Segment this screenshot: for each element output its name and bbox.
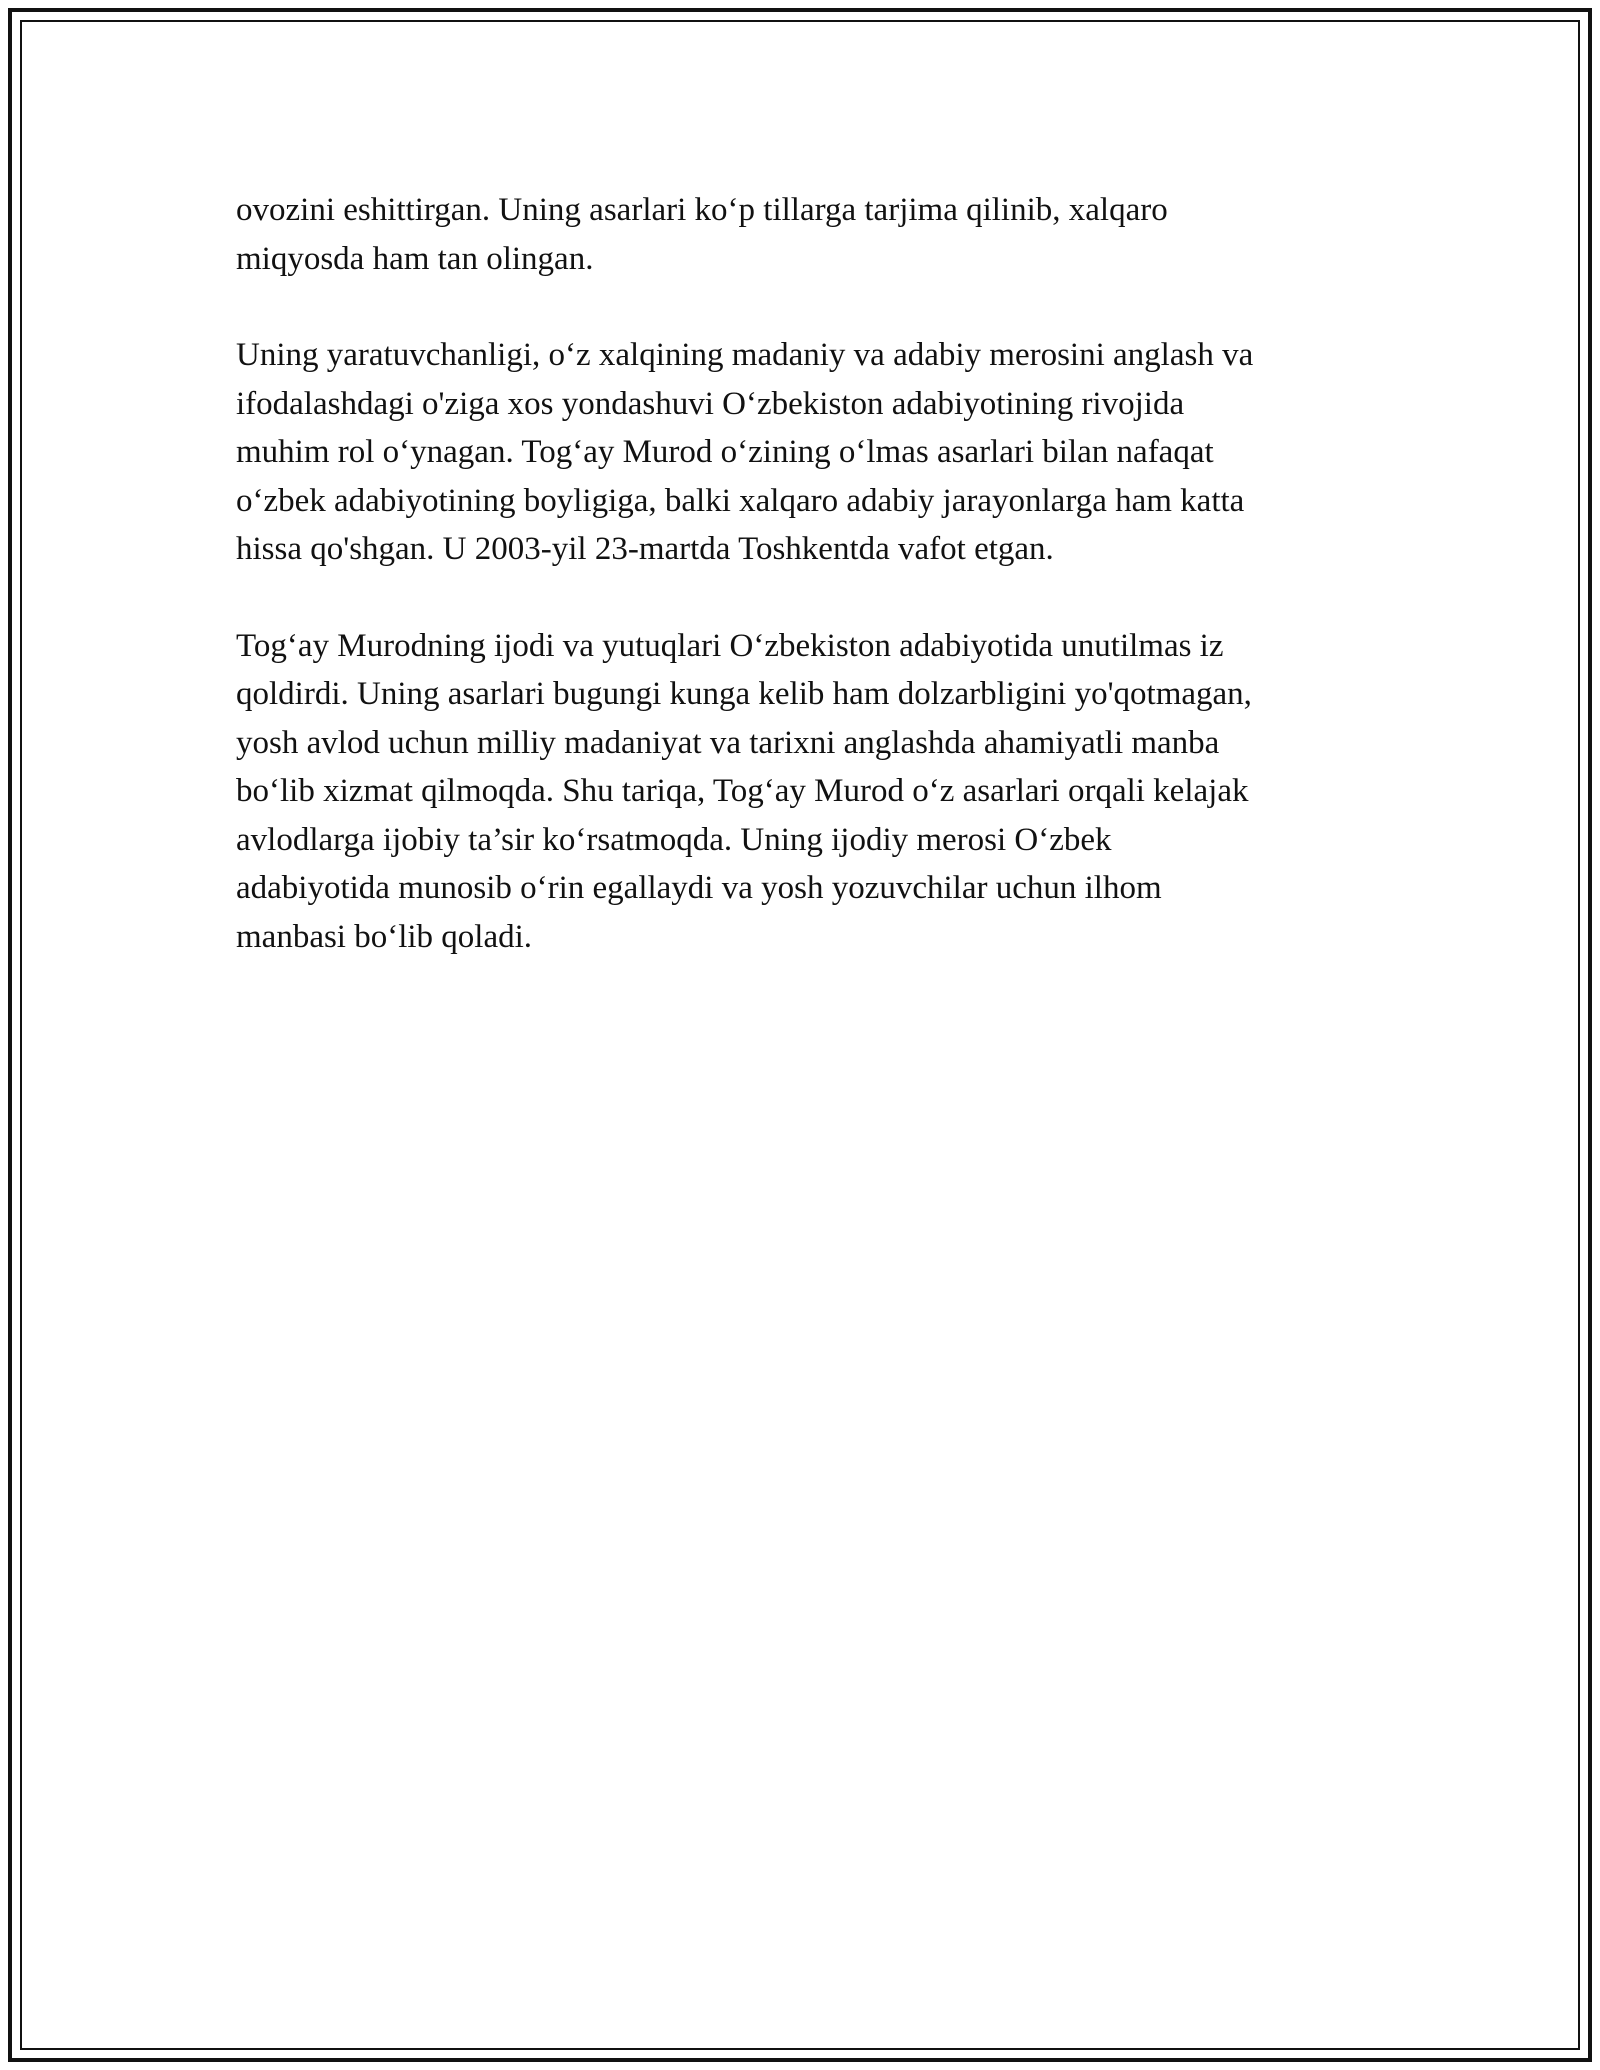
document-body (236, 186, 1386, 1009)
paragraph-3: Tog‘ay Murodning ijodi va yutuqlari O‘zbekiston adabiyotida unutilmas iz qoldirdi. Uning asarlari bugungi kunga kelib ham dolzarbligini yo'qotmagan, yosh avlod uchun milliy madaniyat va tarixni anglashda ahamiyatli manba bo‘lib xizmat qilmoqda. Shu tariqa, Tog‘ay Murod o‘z asarlari orqali kelajak avlodlarga ijobiy ta’sir ko‘rsatmoqda. Uning ijodiy merosi O‘zbek adabiyotida munosib o‘rin egallaydi va yosh yozuvchilar uchun ilhom manbasi bo‘lib qoladi. (236, 627, 1252, 955)
paragraph-1: ovozini eshittirgan. Uning asarlari ko‘p tillarga tarjima qilinib, xalqaro miqyosda ham tan olingan. (236, 192, 1168, 277)
paragraph-2: Uning yaratuvchanligi, o‘z xalqining madaniy va adabiy merosini anglash va ifodalashdagi o'ziga xos yondashuvi O‘zbekiston adabiyotining rivojida muhim rol o‘ynagan. Tog‘ay Murod o‘zining o‘lmas asarlari bilan nafaqat o‘zbek adabiyotining boyligiga, balki xalqaro adabiy jarayonlarga ham katta hissa qo'shgan. U 2003-yil 23-martda Toshkentda vafot etgan. (236, 337, 1254, 567)
